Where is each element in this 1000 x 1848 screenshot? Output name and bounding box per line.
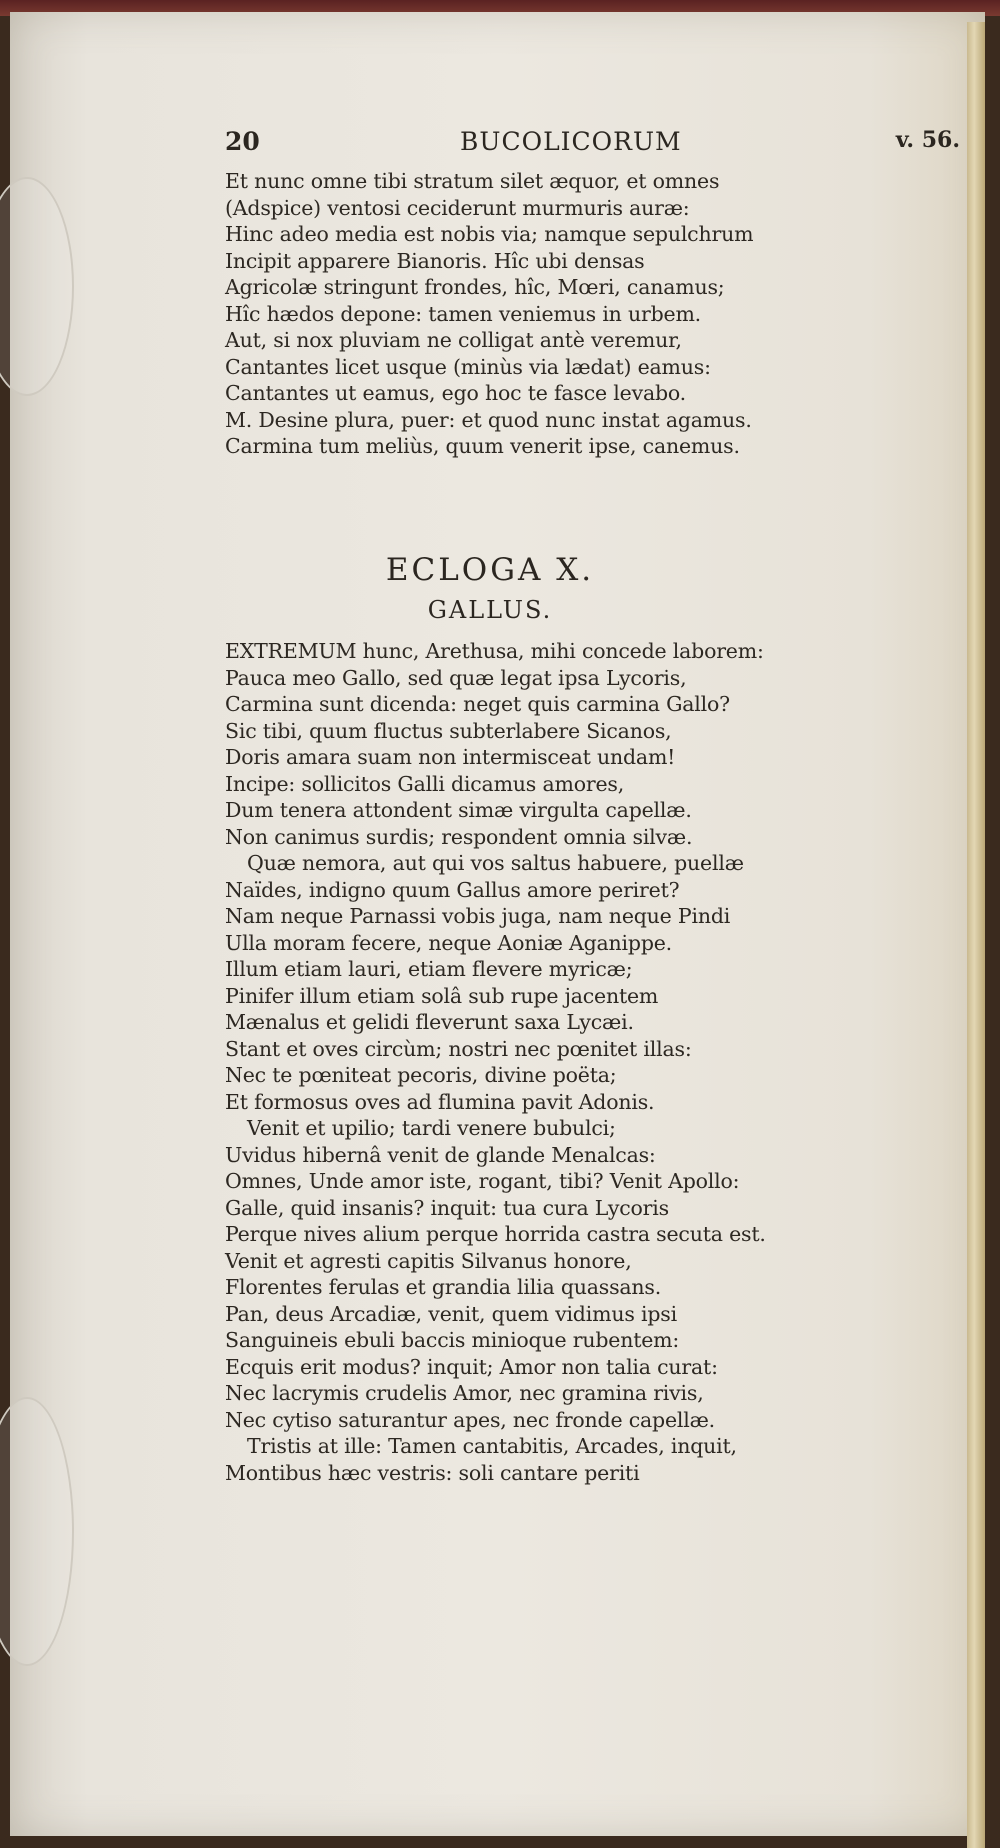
text-line: Venit et upilio; tardi venere bubulci; — [247, 1116, 616, 1140]
text-line: Agricolæ stringunt frondes, hîc, Mœri, canamus; — [225, 275, 725, 299]
text-line: Pauca meo Gallo, sed quæ legat ipsa Lycoris, — [225, 665, 687, 690]
running-header — [225, 127, 960, 161]
text-line: Incipit apparere Bianoris. Hîc ubi densas — [225, 248, 645, 273]
text-line: Pinifer illum etiam solâ sub rupe jacentem — [225, 983, 659, 1008]
text-line: Illum etiam lauri, etiam flevere myricæ; — [225, 957, 633, 981]
verse-reference: v. 56. — [895, 127, 960, 153]
text-line: Ulla moram fecere, neque Aoniæ Aganippe. — [225, 930, 672, 955]
text-line: Cantantes ut eamus, ego hoc te fasce levabo. — [225, 381, 686, 405]
text-line: Montibus hæc vestris: soli cantare periti — [225, 1460, 640, 1485]
text-line: Nec lacrymis crudelis Amor, nec gramina rivis, — [225, 1381, 704, 1405]
text-line: Venit et agresti capitis Silvanus honore, — [225, 1248, 632, 1273]
text-line: Dum tenera attondent simæ virgulta capellæ. — [225, 798, 692, 822]
text-line: Et nunc omne tibi stratum silet æquor, et omnes — [225, 169, 720, 193]
text-line: Tristis at ille: Tamen cantabitis, Arcades, inquit, — [247, 1434, 737, 1458]
binding-tab-bottom — [0, 1397, 74, 1666]
text-line: Galle, quid insanis? inquit: tua cura Lycoris — [225, 1195, 669, 1220]
text-line: Uvidus hibernâ venit de glande Menalcas: — [225, 1142, 656, 1167]
text-line: Nam neque Parnassi vobis juga, nam neque Pindi — [225, 904, 731, 928]
text-line: Incipe: sollicitos Galli dicamus amores, — [225, 771, 625, 796]
text-line: Carmina tum meliùs, quum venerit ipse, canemus. — [225, 434, 740, 458]
text-line: Hîc hædos depone: tamen veniemus in urbem. — [225, 301, 702, 326]
text-line: (Adspice) ventosi ceciderunt murmuris auræ: — [225, 195, 690, 220]
text-line: M. Desine plura, puer: et quod nunc instat agamus. — [225, 407, 752, 432]
text-line: Sanguineis ebuli baccis minioque rubentem: — [225, 1328, 680, 1352]
text-line: Non canimus surdis; respondent omnia silvæ. — [225, 824, 693, 849]
text-line: Omnes, Unde amor iste, rogant, tibi? Venit Apollo: — [225, 1169, 740, 1193]
text-line: Cantantes licet usque (minùs via lædat) eamus: — [225, 354, 711, 379]
text-block-top — [225, 168, 965, 460]
text-line: Sic tibi, quum fluctus subterlabere Sicanos, — [225, 718, 672, 743]
page-edge — [967, 22, 985, 1848]
text-line: Aut, si nox pluviam ne colligat antè veremur, — [225, 328, 682, 352]
text-line: Mænalus et gelidi fleverunt saxa Lycæi. — [225, 1010, 634, 1034]
eclogue-subtitle: GALLUS. — [427, 596, 553, 624]
eclogue-heading — [225, 548, 755, 628]
text-line: Nec te pœniteat pecoris, divine poëta; — [225, 1063, 617, 1087]
binding-tab-top — [0, 177, 74, 396]
text-block-main — [225, 638, 965, 1486]
page-number: 20 — [225, 127, 260, 156]
text-line: Ecquis erit modus? inquit; Amor non talia curat: — [225, 1354, 718, 1379]
text-line: Doris amara suam non intermisceat undam! — [225, 745, 676, 769]
running-title: BUCOLICORUM — [460, 127, 682, 156]
text-line: Florentes ferulas et grandia lilia quassans. — [225, 1275, 662, 1299]
eclogue-title: ECLOGA X. — [385, 552, 595, 588]
text-line: Nec cytiso saturantur apes, nec fronde capellæ. — [225, 1407, 715, 1432]
text-line: Hinc adeo media est nobis via; namque sepulchrum — [225, 222, 754, 246]
text-line: Pan, deus Arcadiæ, venit, quem vidimus ipsi — [225, 1301, 677, 1326]
text-line: Naïdes, indigno quum Gallus amore periret? — [225, 877, 680, 902]
text-line: Perque nives alium perque horrida castra secuta est. — [225, 1222, 766, 1246]
text-line: Quæ nemora, aut qui vos saltus habuere, puellæ — [247, 851, 744, 875]
text-line: EXTREMUM hunc, Arethusa, mihi concede laborem: — [225, 639, 764, 663]
text-line: Stant et oves circùm; nostri nec pœnitet illas: — [225, 1036, 692, 1061]
text-line: Carmina sunt dicenda: neget quis carmina Gallo? — [225, 692, 730, 716]
text-line: Et formosus oves ad flumina pavit Adonis. — [225, 1089, 655, 1114]
